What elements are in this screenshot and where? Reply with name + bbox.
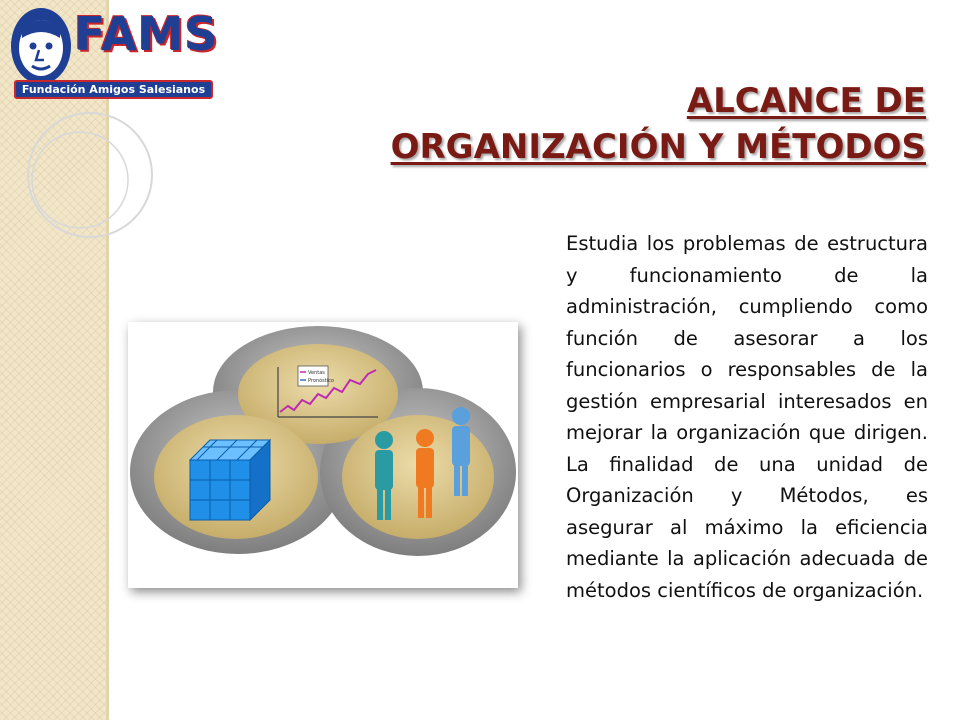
illustration-artwork [128, 322, 518, 588]
logo-wordmark: FAMS [74, 7, 219, 61]
deco-circle-small [32, 132, 128, 228]
cube-icon [190, 440, 270, 520]
slide-title-line-2: ORGANIZACIÓN Y MÉTODOS [390, 127, 926, 167]
fams-logo [6, 4, 219, 104]
logo-subtitle: Fundación Amigos Salesianos [14, 80, 213, 99]
chart-legend-2: Pronóstico [308, 378, 334, 384]
body-paragraph: Estudia los problemas de estructura y funcionamiento de la administración, cumpliendo como función de asesorar a los funcionarios o responsables de la gestión empresarial interesados en mejorar la organización que dirigen. La finalidad de una unidad de Organización y Métodos, es asegurar al máximo la eficiencia mediante la aplicación adecuada de métodos científicos de organización. [566, 232, 928, 602]
founder-portrait-icon [6, 4, 76, 90]
slide-title [206, 78, 926, 170]
chart-legend-1: Ventas [308, 370, 325, 376]
slide-title-line-1: ALCANCE DE [686, 81, 926, 121]
organization-illustration [128, 322, 518, 588]
deco-circle-large [28, 113, 152, 237]
